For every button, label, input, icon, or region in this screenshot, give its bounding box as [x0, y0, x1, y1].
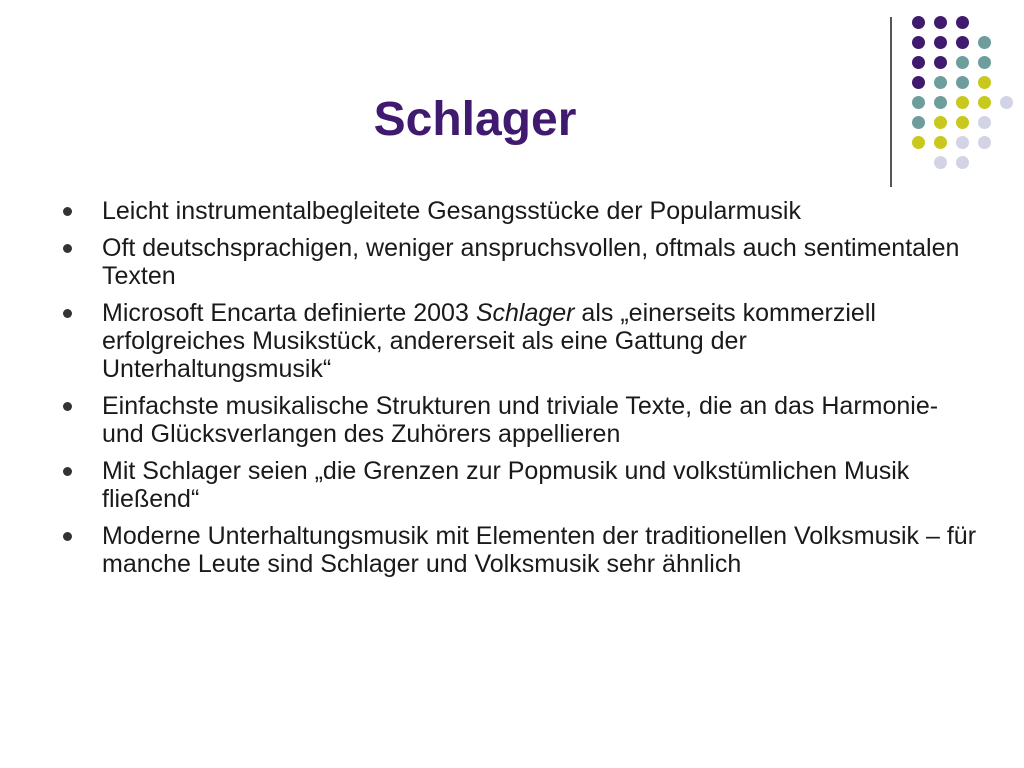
- bullet-text-part: als „einerseits kommerziell erfolgreiches Musikstück, andererseit als eine Gattung der Unterhaltungsmusik“: [102, 299, 876, 383]
- bullet-item: [60, 234, 980, 290]
- bullet-marker: [63, 402, 72, 411]
- decorative-dot: [956, 36, 969, 49]
- decorative-dot: [978, 36, 991, 49]
- decorative-dot: [1000, 96, 1013, 109]
- decorative-dot: [934, 56, 947, 69]
- slide-title: Schlager: [373, 93, 577, 146]
- decorative-dot: [912, 116, 925, 129]
- bullet-text: Mit Schlager seien „die Grenzen zur Popmusik und volkstümlichen Musik fließend“: [102, 457, 910, 513]
- decorative-dot: [934, 76, 947, 89]
- decorative-dot: [934, 116, 947, 129]
- decorative-dot: [956, 116, 969, 129]
- bullet-text: Moderne Unterhaltungsmusik mit Elementen der traditionellen Volksmusik – für manche Leute sind Schlager und Volksmusik sehr ähnlich: [102, 522, 977, 578]
- bullet-text: Oft deutschsprachigen, weniger anspruchsvollen, oftmals auch sentimentalen Texten: [102, 234, 960, 290]
- bullet-item: [60, 392, 980, 448]
- bullet-emphasis: Schlager: [475, 299, 575, 327]
- bullet-item: [60, 299, 980, 383]
- decorative-dot: [956, 56, 969, 69]
- decorative-dot: [956, 96, 969, 109]
- bullet-marker: [63, 309, 72, 318]
- bullet-marker: [63, 467, 72, 476]
- decorative-dot-grid: [0, 0, 1024, 200]
- decorative-dot: [956, 156, 969, 169]
- bullet-marker: [63, 207, 72, 216]
- decorative-dot: [912, 16, 925, 29]
- bullet-marker: [63, 532, 72, 541]
- decorative-dot: [912, 56, 925, 69]
- decorative-dot: [956, 136, 969, 149]
- decorative-dot: [978, 76, 991, 89]
- bullet-item: [60, 197, 980, 225]
- decorative-dot: [912, 76, 925, 89]
- decorative-dot: [934, 96, 947, 109]
- bullet-text: Einfachste musikalische Strukturen und triviale Texte, die an das Harmonie- und Glücksverlangen des Zuhörers appellieren: [102, 392, 939, 448]
- decorative-dot: [934, 136, 947, 149]
- decorative-dot: [934, 16, 947, 29]
- decorative-dot: [978, 96, 991, 109]
- bullet-text-part: Microsoft Encarta definierte 2003: [102, 299, 476, 327]
- decorative-dot: [956, 76, 969, 89]
- decorative-dot: [978, 56, 991, 69]
- decorative-dot: [978, 116, 991, 129]
- decorative-dot: [912, 36, 925, 49]
- bullet-item: [60, 457, 980, 513]
- bullet-marker: [63, 244, 72, 253]
- decorative-dot: [978, 136, 991, 149]
- decorative-dot: [934, 156, 947, 169]
- bullet-list: [60, 197, 980, 587]
- bullet-item: [60, 522, 980, 578]
- decorative-dot: [912, 136, 925, 149]
- decorative-dot: [934, 36, 947, 49]
- bullet-text: Leicht instrumentalbegleitete Gesangsstücke der Popularmusik: [102, 197, 801, 225]
- decorative-dot: [956, 16, 969, 29]
- decorative-dot: [912, 96, 925, 109]
